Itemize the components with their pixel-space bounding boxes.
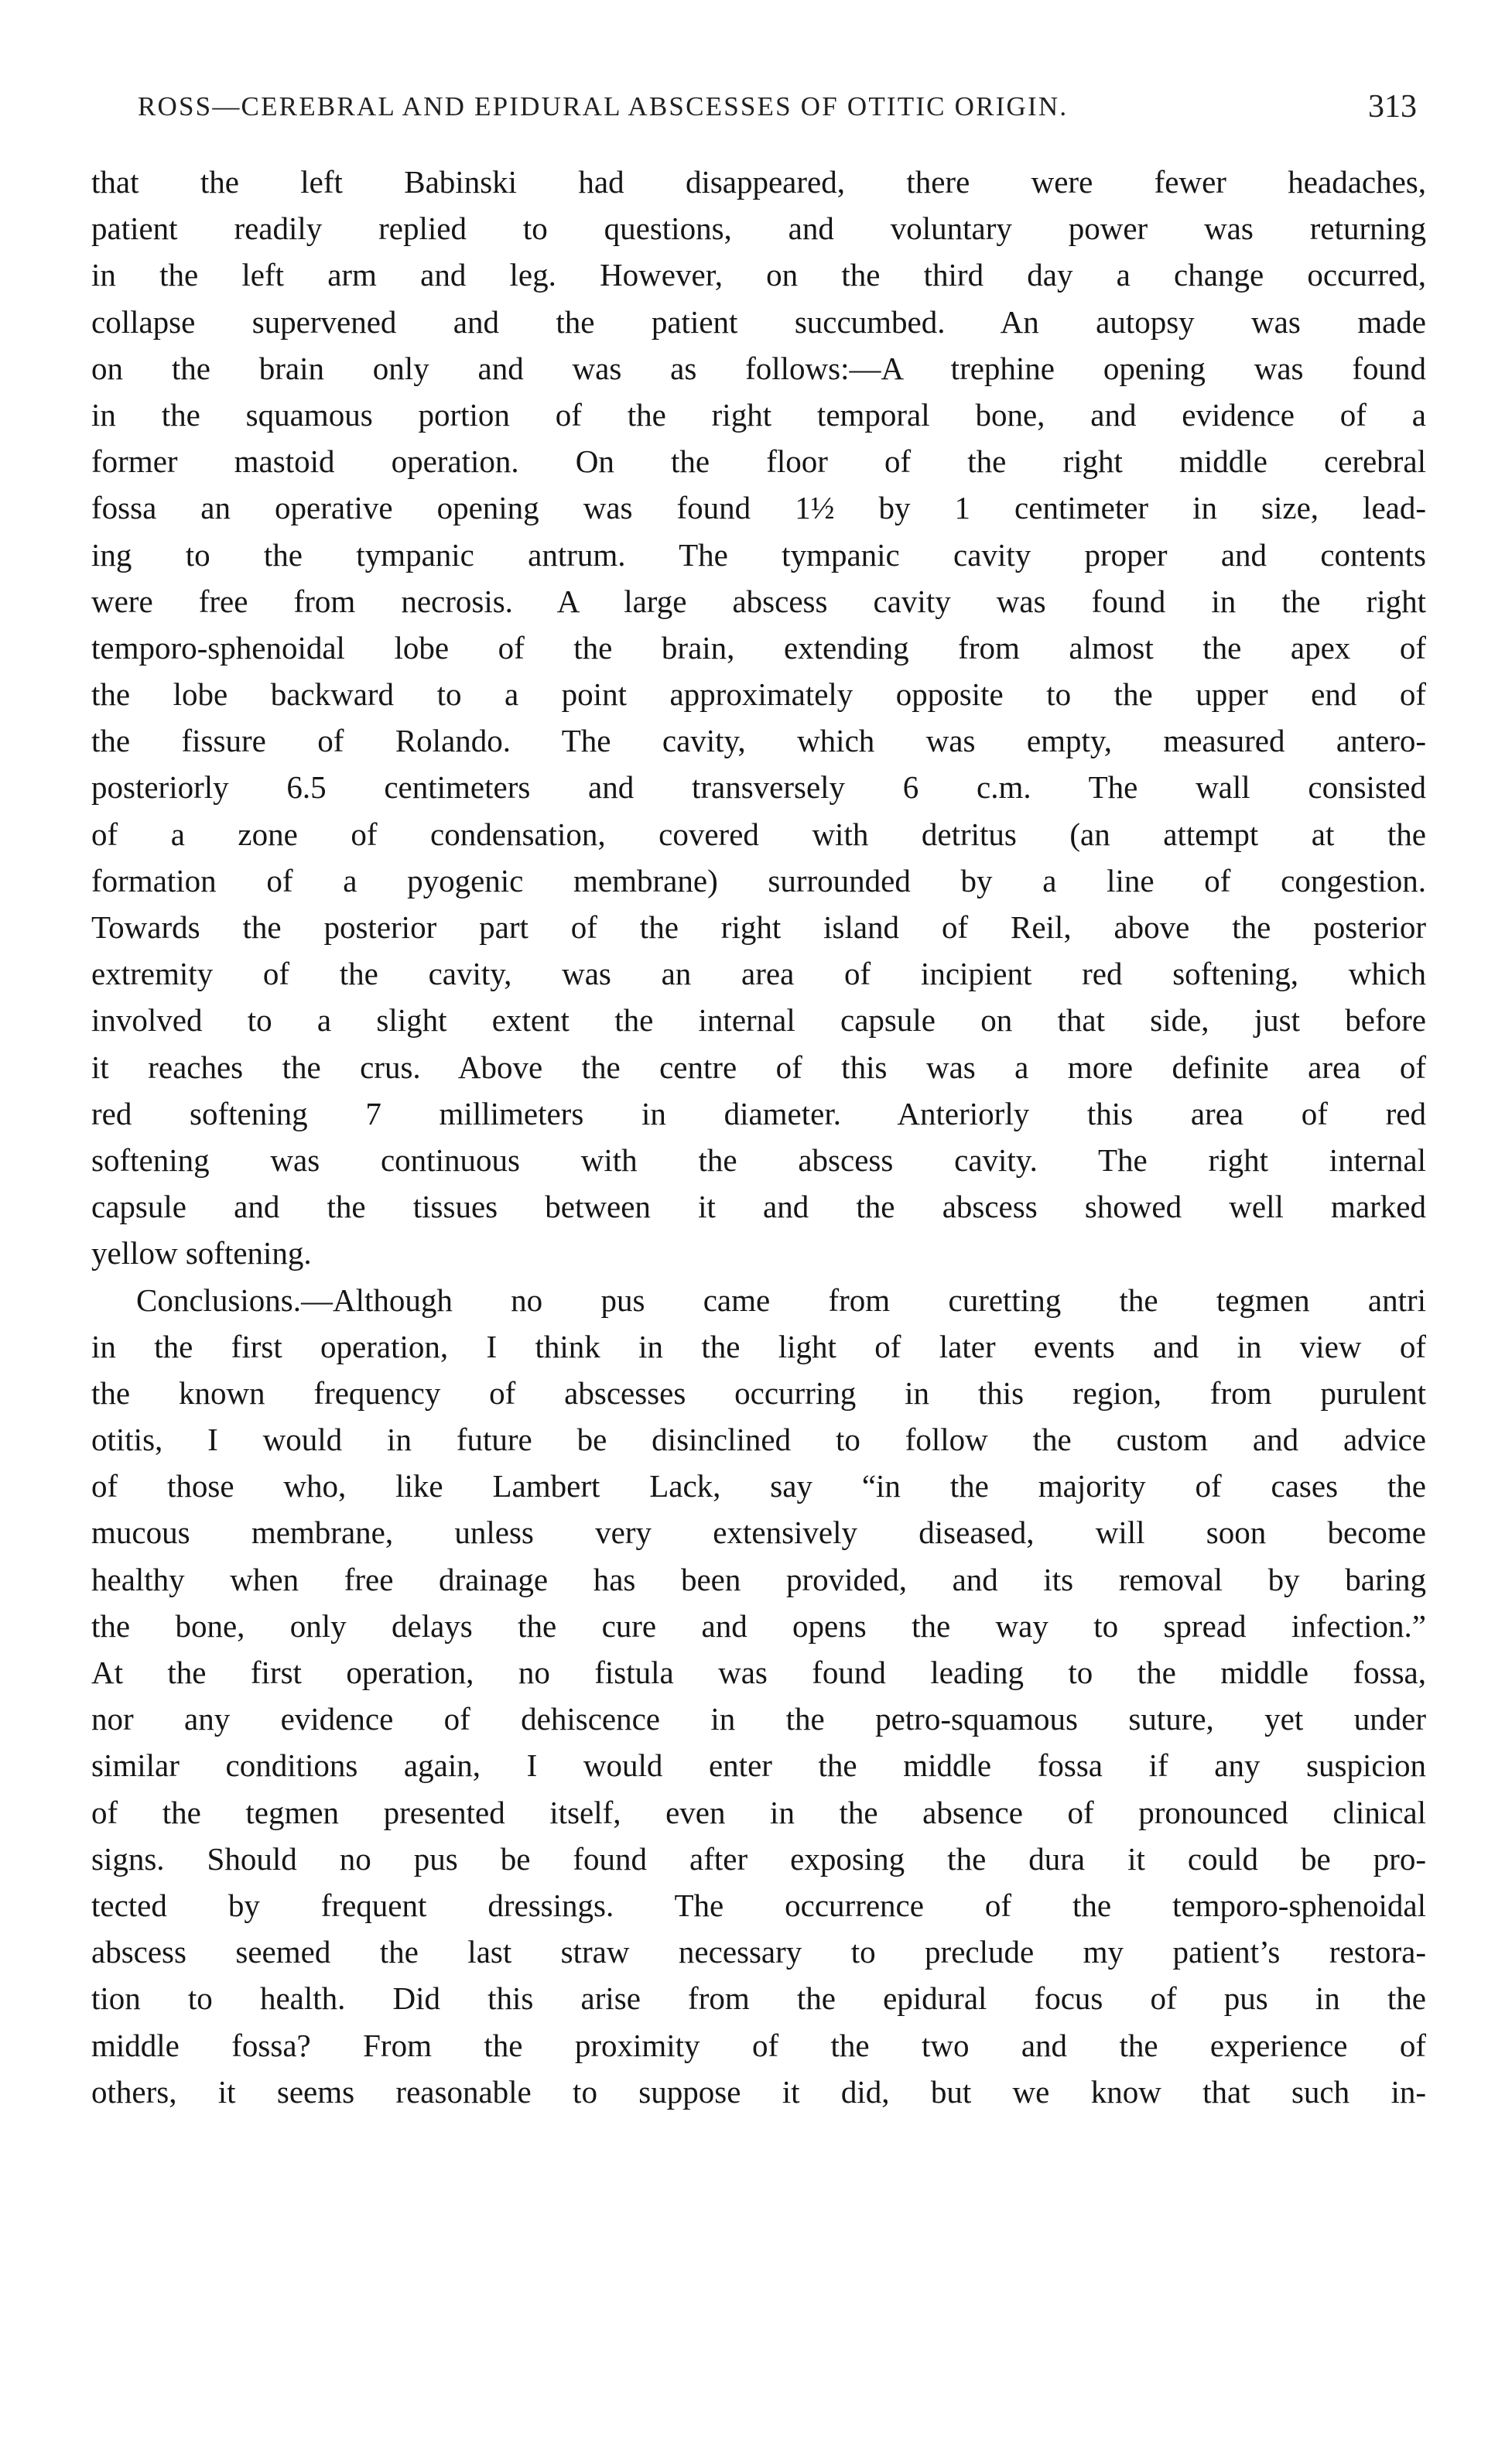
text-line: middle fossa? From the proximity of the two and the experience of	[91, 2027, 1426, 2063]
text-line: mucous membrane, unless very extensively diseased, will soon become	[91, 1515, 1426, 1551]
text-line: abscess seemed the last straw necessary to preclude my patient’s restora-	[91, 1934, 1426, 1970]
text-line: others, it seems reasonable to suppose it did, but we know that such in-	[91, 2073, 1426, 2110]
text-line: otitis, I would in future be disinclined to follow the custom and advice	[91, 1422, 1426, 1458]
text-line: that the left Babinski had disappeared, there were fewer headaches,	[91, 164, 1426, 200]
page-number: 313	[1368, 89, 1417, 125]
text-line: posteriorly 6.5 centimeters and transversely 6 c.m. The wall consisted	[91, 769, 1426, 806]
text-line: former mastoid operation. On the floor of the right middle cerebral	[91, 443, 1426, 480]
text-line: extremity of the cavity, was an area of incipient red softening, which	[91, 956, 1426, 992]
paragraph-start-line: Conclusions.—Although no pus came from curetting the tegmen antri	[136, 1282, 1426, 1318]
running-head	[91, 84, 1426, 130]
text-line: were free from necrosis. A large abscess cavity was found in the right	[91, 583, 1426, 619]
text-line: of a zone of condensation, covered with detritus (an attempt at the	[91, 816, 1426, 852]
text-line: tected by frequent dressings. The occurrence of the temporo-sphenoidal	[91, 1887, 1426, 1923]
text-line: collapse supervened and the patient succumbed. An autopsy was made	[91, 303, 1426, 340]
text-line: the lobe backward to a point approximately opposite to the upper end of	[91, 676, 1426, 713]
text-line: the fissure of Rolando. The cavity, which was empty, measured antero-	[91, 723, 1426, 759]
text-line: in the squamous portion of the right temporal bone, and evidence of a	[91, 396, 1426, 433]
text-line: the bone, only delays the cure and opens the way to spread infection.”	[91, 1607, 1426, 1644]
text-line: healthy when free drainage has been provided, and its removal by baring	[91, 1561, 1426, 1597]
text-line: tion to health. Did this arise from the epidural focus of pus in the	[91, 1980, 1426, 2017]
text-line: ing to the tympanic antrum. The tympanic cavity proper and contents	[91, 536, 1426, 573]
journal-page	[91, 0, 1426, 2437]
text-line: Towards the posterior part of the right island of Reil, above the posterior	[91, 909, 1426, 945]
text-line: fossa an operative opening was found 1½ by 1 centimeter in size, lead-	[91, 490, 1426, 526]
text-line: in the first operation, I think in the light of later events and in view of	[91, 1328, 1426, 1364]
text-line: of those who, like Lambert Lack, say “in the majority of cases the	[91, 1468, 1426, 1504]
text-line: on the brain only and was as follows:—A trephine opening was found	[91, 350, 1426, 386]
text-line: temporo-sphenoidal lobe of the brain, extending from almost the apex of	[91, 629, 1426, 666]
text-line: formation of a pyogenic membrane) surrounded by a line of congestion.	[91, 862, 1426, 898]
body-text	[91, 159, 1426, 2115]
text-line: signs. Should no pus be found after exposing the dura it could be pro-	[91, 1840, 1426, 1877]
text-line: patient readily replied to questions, and voluntary power was returning	[91, 210, 1426, 247]
text-line: the known frequency of abscesses occurring in this region, from purulent	[91, 1374, 1426, 1411]
text-line: capsule and the tissues between it and the abscess showed well marked	[91, 1189, 1426, 1225]
paragraph-end-line: yellow softening.	[91, 1235, 312, 1272]
text-line: involved to a slight extent the internal capsule on that side, just before	[91, 1002, 1426, 1039]
text-line: in the left arm and leg. However, on the third day a change occurred,	[91, 257, 1426, 293]
text-line: it reaches the crus. Above the centre of this was a more definite area of	[91, 1049, 1426, 1085]
text-line: similar conditions again, I would enter the middle fossa if any suspicion	[91, 1747, 1426, 1784]
text-line: of the tegmen presented itself, even in the absence of pronounced clinical	[91, 1794, 1426, 1830]
text-line: nor any evidence of dehiscence in the petro-squamous suture, yet under	[91, 1701, 1426, 1737]
running-head-title: ROSS—CEREBRAL AND EPIDURAL ABSCESSES OF OTITIC ORIGIN.	[138, 91, 1069, 122]
text-line: red softening 7 millimeters in diameter. Anteriorly this area of red	[91, 1095, 1426, 1131]
text-line: softening was continuous with the abscess cavity. The right internal	[91, 1141, 1426, 1178]
text-line: At the first operation, no fistula was found leading to the middle fossa,	[91, 1655, 1426, 1690]
